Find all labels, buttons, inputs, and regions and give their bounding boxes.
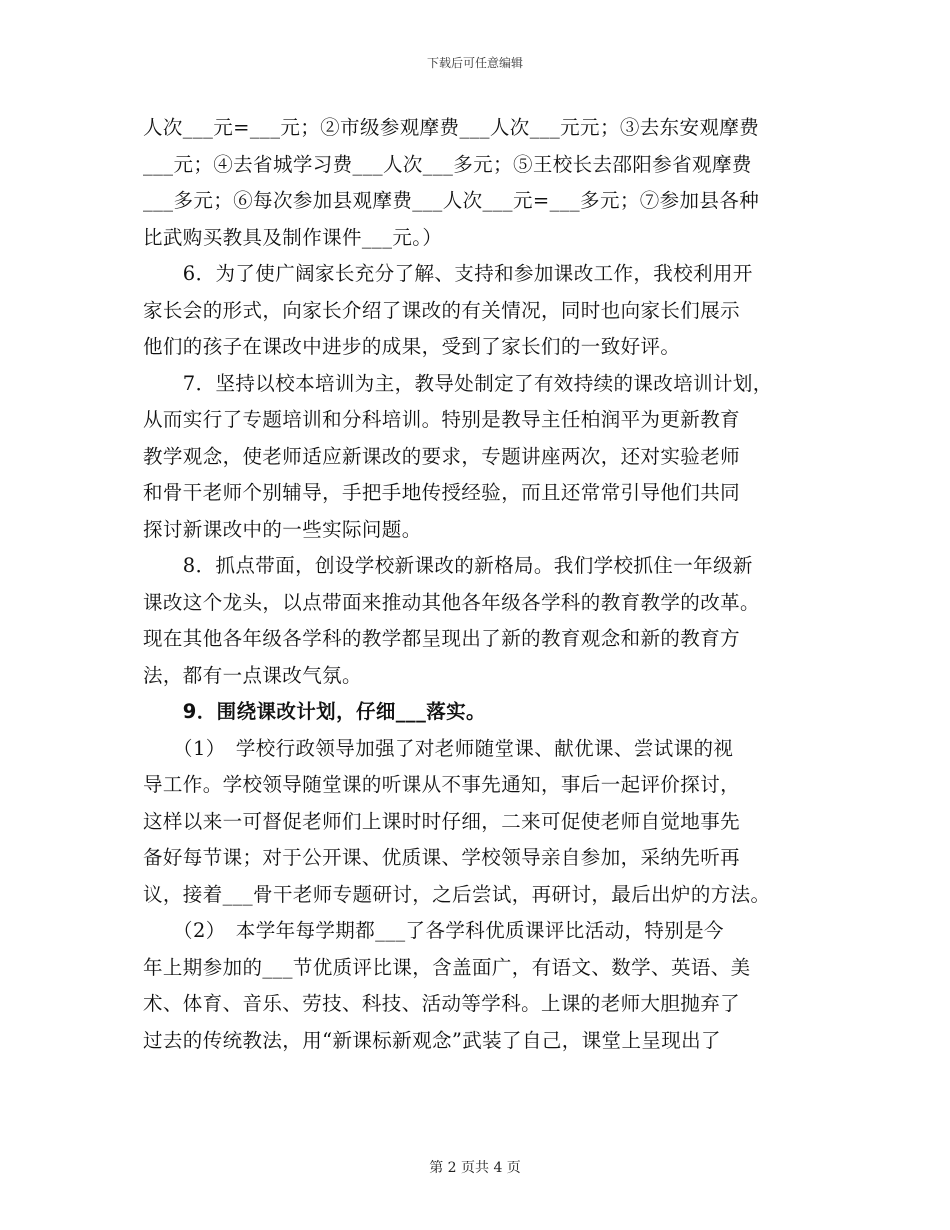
body-line: ___元；④去省城学习费___人次___多元；⑤王校长去邵阳参省观摩费 (143, 152, 752, 176)
body-line: 术、体育、音乐、劳技、科技、活动等学科。上课的老师大胆抛弃了 (143, 992, 741, 1015)
body-line: 他们的孩子在课改中进步的成果，受到了家长们的一致好评。 (143, 335, 681, 358)
body-line: ___多元；⑥每次参加县观摩费___人次___元=___多元；⑦参加县各种 (143, 189, 760, 212)
page-header: 下载后可任意编辑 (426, 56, 523, 70)
body-line: 年上期参加的___节优质评比课，含盖面广，有语文、数学、英语、美 (143, 955, 751, 979)
body-line: （1） 学校行政领导加强了对老师随堂课、献优课、尝试课的视 (143, 736, 734, 760)
body-line: 比武购买教具及制作课件___元。） (143, 225, 443, 249)
page-number: 第 2 页共 4 页 (429, 1160, 521, 1176)
body-line: 7．坚持以校本培训为主，教导处制定了有效持续的课改培训计划， (143, 371, 773, 395)
body-line: 探讨新课改中的一些实际问题。 (143, 517, 422, 541)
body-line: 教学观念，使老师适应新课改的要求，专题讲座两次，还对实验老师 (143, 444, 741, 468)
body-line: 备好每节课；对于公开课、优质课、学校领导亲自参加，采纳先听再 (143, 846, 741, 869)
body-line: 现在其他各年级各学科的教学都呈现出了新的教育观念和新的教育方 (143, 627, 741, 650)
body-line: 家长会的形式，向家长介绍了课改的有关情况，同时也向家长们展示 (143, 298, 741, 322)
body-line: 8．抓点带面，创设学校新课改的新格局。我们学校抓住一年级新 (143, 554, 753, 577)
body-line: 这样以来一可督促老师们上课时时仔细，二来可促使老师自觉地事先 (143, 809, 741, 833)
document-body (143, 110, 823, 1059)
body-line: 课改这个龙头，以点带面来推动其他各年级各学科的教育教学的改革。 (143, 590, 760, 614)
body-line: 和骨干老师个别辅导，手把手地传授经验，而且还常常引导他们共同 (143, 481, 741, 504)
body-line: 人次___元=___元；②市级参观摩费___人次___元元；③去东安观摩费 (143, 116, 760, 139)
body-line: 议，接着___骨干老师专题研讨，之后尝试，再研讨，最后出炉的方法。 (143, 882, 771, 906)
body-line: 过去的传统教法，用“新课标新观念”武装了自己，课堂上呈现出了 (143, 1028, 721, 1052)
body-line: 法，都有一点课改气氛。 (143, 663, 362, 687)
body-line: 从而实行了专题培训和分科培训。特别是教导主任柏润平为更新教育 (143, 408, 741, 431)
body-line: 6．为了使广阔家长充分了解、支持和参加课改工作，我校利用开 (143, 262, 753, 285)
body-line: 导工作。学校领导随堂课的听课从不事先通知，事后一起评价探讨， (143, 773, 741, 796)
section-heading: 9．围绕课改计划，仔细___落实。 (143, 700, 486, 723)
body-line: （2） 本学年每学期都___了各学科优质课评比活动，特别是今 (143, 919, 724, 942)
